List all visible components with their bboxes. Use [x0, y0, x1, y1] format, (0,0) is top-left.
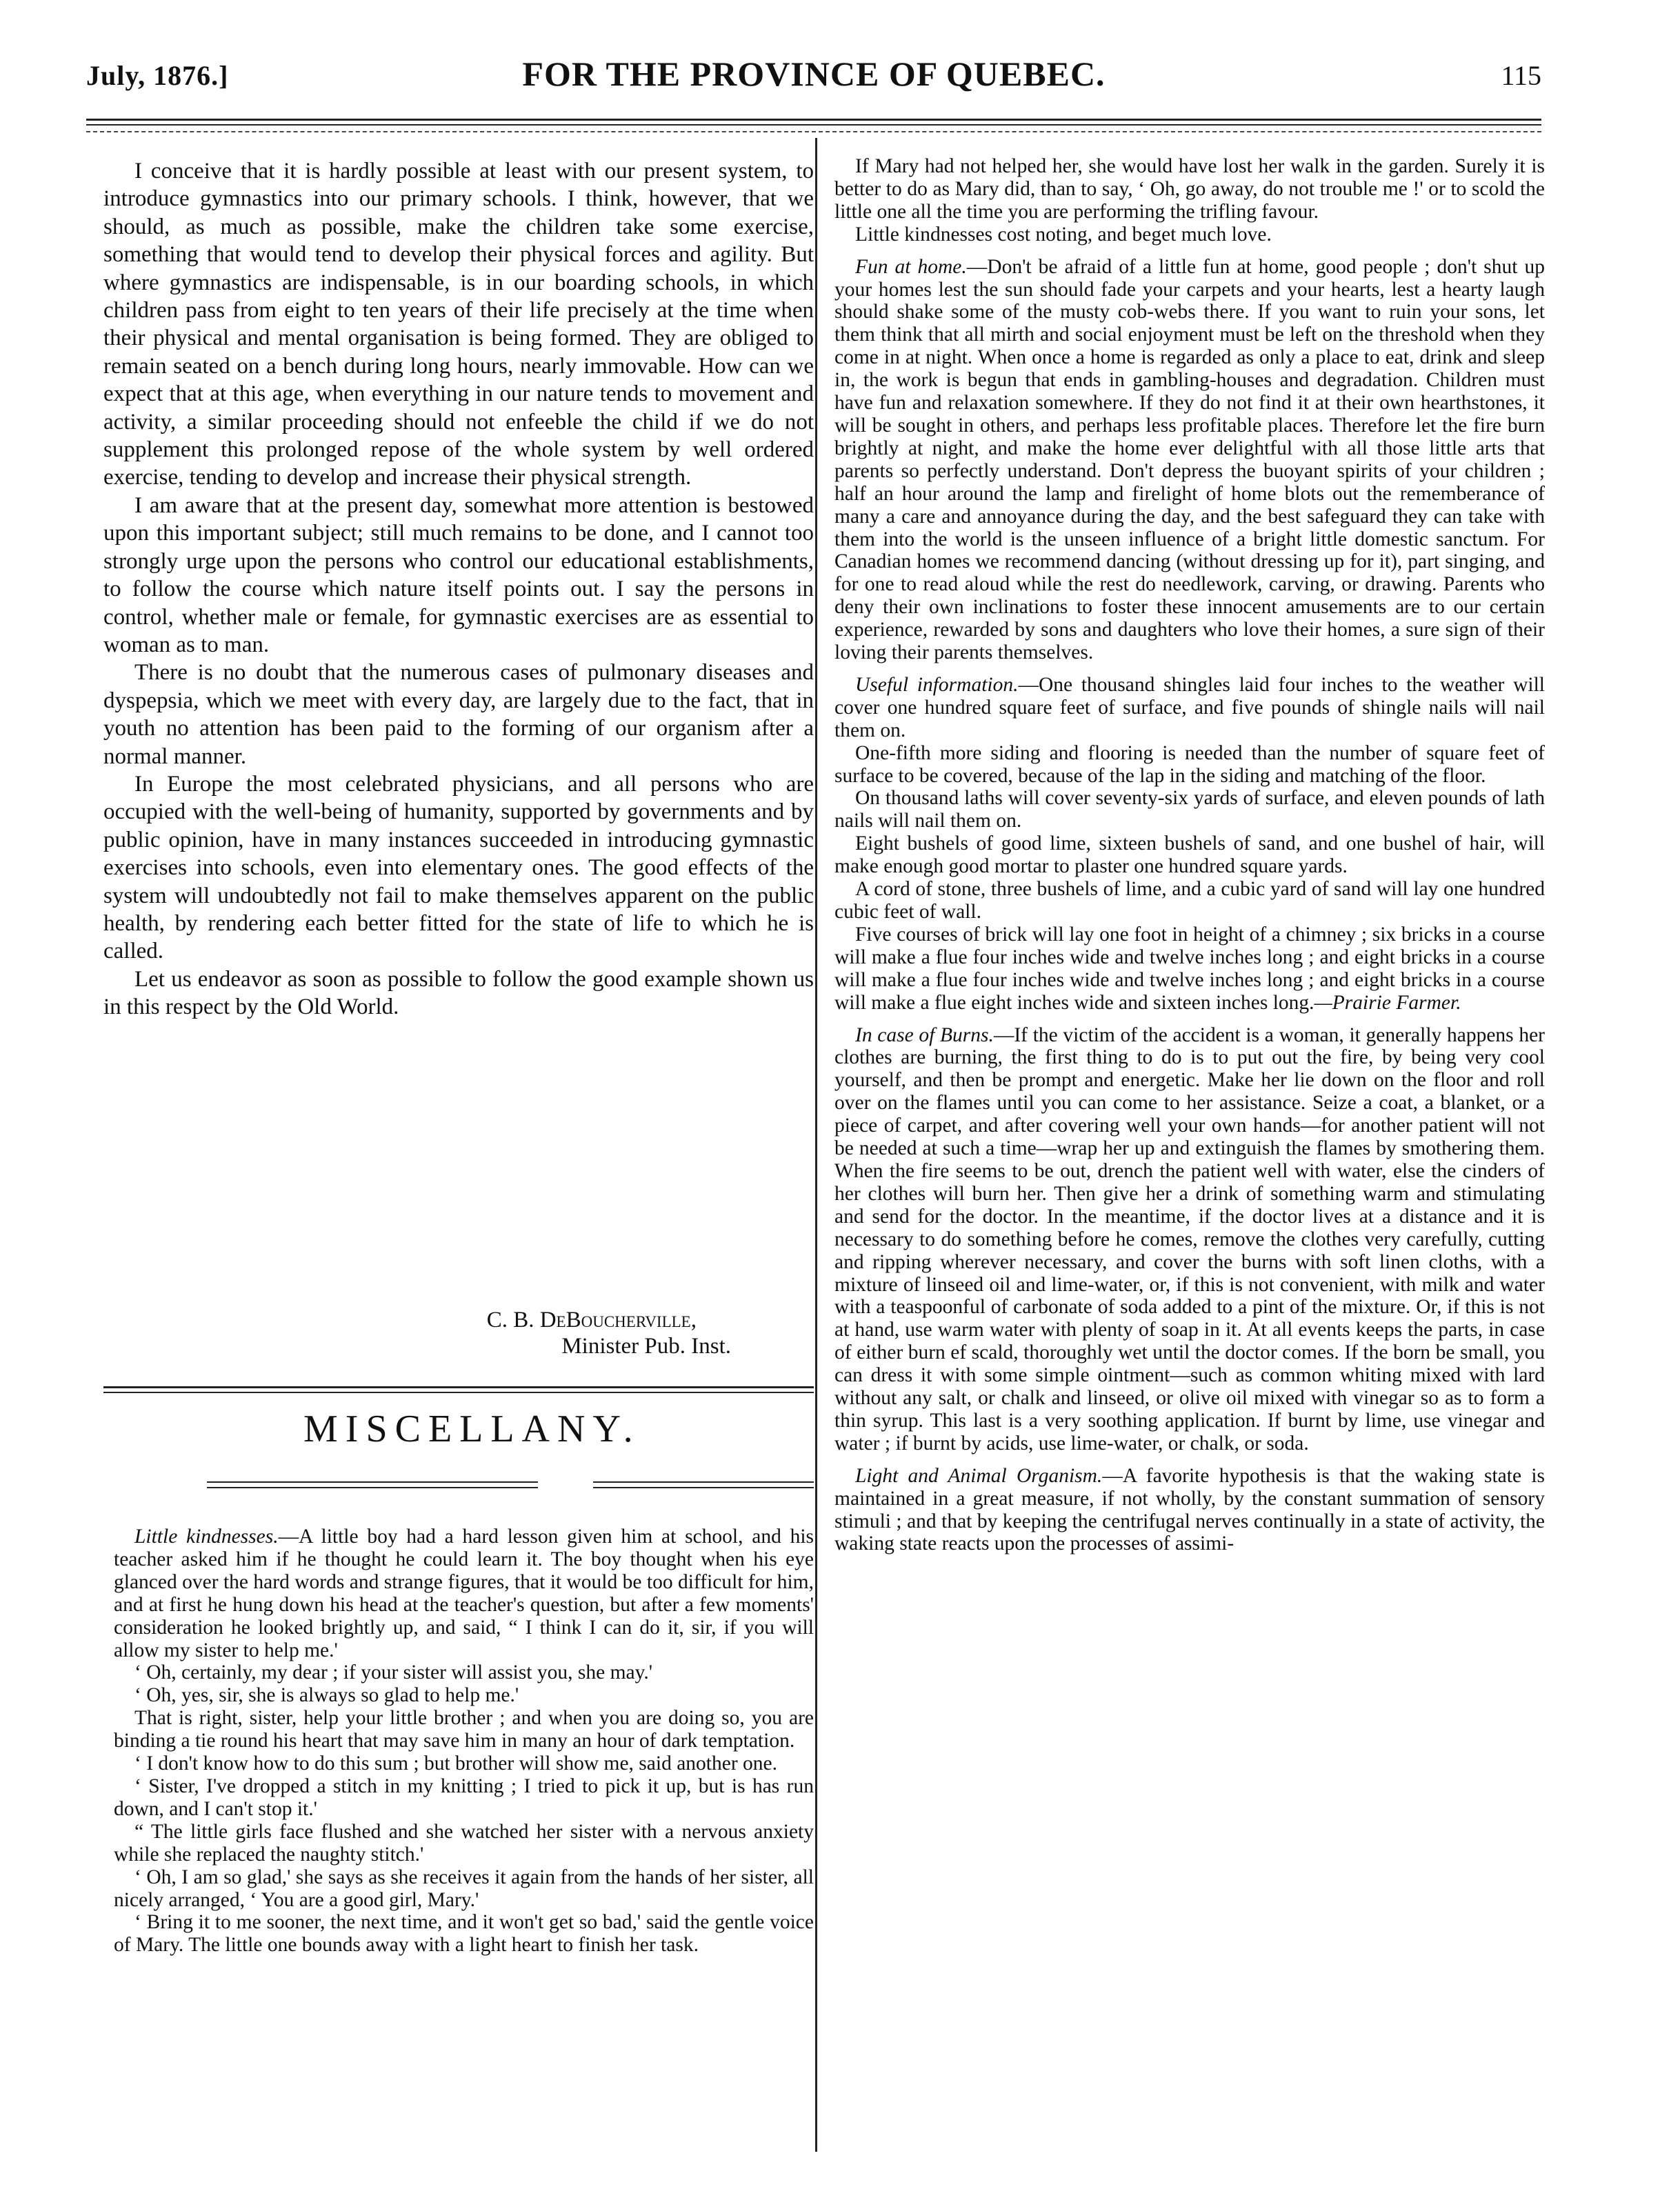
- essay-paragraph: There is no doubt that the numerous cases of pulmonary diseases and dyspepsia, which we meet with every day, are largely due to the fact, that in youth no attention has been paid to the forming of our organism after a normal manner.: [103, 660, 814, 769]
- issue-date: July, 1876.]: [86, 60, 229, 91]
- article-paragraph: On thousand laths will cover seventy-six yards of surface, and eleven pounds of lath nails will nail them on.: [834, 787, 1545, 832]
- essay-paragraph: I conceive that it is hardly possible at least with our present system, to introduce gymnastics into our primary schools. I think, however, that we should, as much as possible, make the children take some exercise, something that would tend to develop their physical forces and agility. But where gymnastics are indispensable, is in our boarding schools, in which children pass from eight to ten years of their life precisely at the time when their physical and mental organisation is being formed. They are obliged to remain seated on a bench during long hours, nearly immovable. How can we expect that at this age, when everything in our nature tends to movement and activity, a similar proceeding should not enfeeble the child if we do not supplement this prolonged repose of the whole system by well ordered exercise, tending to develop and increase their physical strength.: [103, 159, 814, 490]
- little-kindnesses-article: [114, 1526, 814, 1957]
- article-paragraph: Little kindnesses cost noting, and beget much love.: [855, 223, 1272, 246]
- source-credit: —Prairie Farmer.: [1314, 991, 1461, 1014]
- article-paragraph: That is right, sister, help your little brother ; and when you are doing so, you are binding a tie round his heart that may save him in many an hour of dark temptation.: [114, 1707, 814, 1752]
- article-title: In case of Burns.: [855, 1023, 994, 1046]
- article-title: Light and Animal Organism.: [855, 1464, 1103, 1487]
- heading-rule: [593, 1487, 814, 1488]
- column-divider: [815, 138, 817, 2152]
- miscellany-heading: MISCELLANY.: [303, 1408, 641, 1450]
- article-title: Fun at home.: [855, 255, 967, 278]
- essay-paragraph: I am aware that at the present day, somewhat more attention is bestowed upon this important subject; still much remains to be done, and I cannot too strongly urge upon the persons who control our educational establishments, to follow the course which nature itself points out. I say the persons in control, whether male or female, for gymnastic exercises are as essential to woman as to man.: [103, 492, 814, 657]
- article-paragraph: One-fifth more siding and flooring is needed than the number of square feet of surface to be covered, because of the lap in the siding and matching of the floor.: [834, 741, 1545, 787]
- useful-information-article: Useful information.—One thousand shingles laid four inches to the weather will cover one hundred square feet of surface, and five pounds of shingle nails will nail them on.: [834, 673, 1546, 741]
- signature-title: Minister Pub. Inst.: [561, 1334, 731, 1359]
- section-rule: [103, 1386, 814, 1388]
- article-paragraph: Little kindnesses.—A little boy had a hard lesson given him at school, and his teacher asked him if he thought he could learn it. The boy thought when his eye glanced over the hard words and strange figures, that it would be too difficult for him, and at first he hung down his head at the teacher's question, but after a few moments' consideration he looked brightly up, and said, “ I think I can do it, sir, if you will allow my sister to help me.': [114, 1526, 814, 1661]
- article-paragraph: If Mary had not helped her, she would have lost her walk in the garden. Surely it is better to do as Mary did, than to say, ‘ Oh, go away, do not trouble me !' or to scold the little one all the time you are performing the trifling favour.: [834, 155, 1545, 223]
- article-paragraph: Five courses of brick will lay one foot in height of a chimney ; six bricks in a course will make a flue four inches wide and twelve inches long ; and eight bricks in a course will make a flue four inches wide and twelve inches long ; and eight bricks in a course will make a flue eight inches wide and sixteen inches long.—Prairie Farmer.: [834, 923, 1545, 1014]
- light-article: Light and Animal Organism.—A favorite hypothesis is that the waking state is maintained in a great measure, if not wholly, by the constant summation of sensory stimuli ; and that by keeping the centrifugal nerves continually in a state of activity, the waking state reacts upon the processes of assimi-: [834, 1464, 1545, 1555]
- essay-paragraph: Let us endeavor as soon as possible to follow the good example shown us in this respect by the Old World.: [103, 966, 814, 1020]
- gymnastics-essay: [103, 157, 814, 1021]
- signature-name: C. B. DeBoucherville,: [486, 1308, 697, 1332]
- article-title: Useful information.: [855, 673, 1019, 696]
- section-rule: [103, 1392, 814, 1393]
- header-rule: [86, 124, 1541, 126]
- article-paragraph: ‘ Sister, I've dropped a stitch in my knitting ; I tried to pick it up, but is has run down, and I can't stop it.': [114, 1775, 814, 1820]
- heading-rule: [593, 1481, 814, 1483]
- article-paragraph: ‘ Bring it to me sooner, the next time, and it won't get so bad,' said the gentle voice of Mary. The little one bounds away with a light heart to finish her task.: [114, 1911, 814, 1957]
- article-paragraph: Eight bushels of good lime, sixteen bushels of sand, and one bushel of hair, will make enough good mortar to plaster one hundred square yards.: [834, 832, 1545, 878]
- article-paragraph: ‘ I don't know how to do this sum ; but brother will show me, said another one.: [134, 1752, 778, 1775]
- article-paragraph: ‘ Oh, I am so glad,' she says as she receives it again from the hands of her sister, all nicely arranged, ‘ You are a good girl, Mary.': [114, 1866, 814, 1911]
- burns-article: In case of Burns.—If the victim of the accident is a woman, it generally happens her clothes are burning, the first thing to do is to put out the fire, by being very cool yourself, and then be prompt and energetic. Make her lie down on the floor and roll over on the flames until you can come to her assistance. Seize a coat, a blanket, or a piece of carpet, and after covering well your own hands—for another patient will not be needed at such a time—wrap her up and extinguish the flames by smothering them. When the fire seems to be out, drench the patient well with water, else the cinders of her clothes will burn her. Then give her a drink of something warm and stimulating and send for the doctor. In the meantime, if the doctor lives at a distance and it is necessary to do something before he comes, remove the clothes very carefully, cutting and ripping wherever necessary, and cover the burns with soft linen cloths, with a mixture of linseed oil and lime-water, or, if this is not convenient, with milk and water with a teaspoonful of carbonate of soda added to a pint of the mixture. Or, if this is not at hand, use warm water with plenty of soap in it. At all events keeps the parts, in case of either burn ef scald, thoroughly wet until the doctor comes. If the born be small, you can dress it with some simple ointment—such as common whiting mixed with lard without any salt, or chalk and linseed, or olive oil mixed with vinegar so as to form a thin syrup. This last is a very soothing application. If burnt by lime, use vinegar and water ; if burnt by acids, use lime-water, or chalk, or soda.: [834, 1023, 1546, 1455]
- heading-rule: [207, 1487, 538, 1488]
- heading-rule: [207, 1481, 538, 1483]
- essay-paragraph: In Europe the most celebrated physicians, and all persons who are occupied with the well-being of humanity, supported by governments and by public opinion, have in many instances succeeded in introducing gymnastic exercises into schools, even into elementary ones. The good effects of the system will undoubtedly not fail to make themselves apparent on the public health, by rendering each better fitted for the state of life to which he is called.: [103, 771, 814, 964]
- fun-at-home-article: Fun at home.—Don't be afraid of a little fun at home, good people ; don't shut up your homes lest the sun should fade your carpets and your hearts, lest a hearty laugh should shake some of the musty cob-webs there. If you want to ruin your sons, let them think that all mirth and social enjoyment must be left on the threshold when they come in at night. When once a home is regarded as only a place to eat, drink and sleep in, the work is begun that ends in gambling-houses and degradation. Children must have fun and relaxation somewhere. If they do not find it at their own hearthstones, it will be sought in others, and perhaps less profitable places. Therefore let the fire burn brightly at night, and make the home ever delightful with all those little arts that parents so perfectly understand. Don't depress the buoyant spirits of your children ; half an hour around the lamp and firelight of home blots out the rememberance of many a care and annoyance during the day, and the best safeguard they can take with them into the world is the unseen influence of a bright little domestic sanctum. For Canadian homes we recommend dancing (without dressing up for it), part singing, and for one to read aloud while the rest do needlework, carving, or drawing. Parents who deny their own inclinations to foster these innocent amusements are to our certain experience, rewarded by sons and daughters who love their homes, a sure sign of their loving their parents themselves.: [834, 255, 1545, 664]
- article-paragraph: ‘ Oh, certainly, my dear ; if your sister will assist you, she may.': [134, 1661, 653, 1684]
- page-header: [86, 54, 1541, 109]
- running-title: FOR THE PROVINCE OF QUEBEC.: [522, 54, 1106, 93]
- article-title: Little kindnesses.: [134, 1526, 279, 1548]
- article-paragraph: A cord of stone, three bushels of lime, and a cubic yard of sand will lay one hundred cubic feet of wall.: [834, 878, 1545, 923]
- article-paragraph: ‘ Oh, yes, sir, she is always so glad to help me.': [134, 1684, 519, 1707]
- header-rule: [86, 131, 1541, 132]
- page-number: 115: [1501, 60, 1541, 91]
- header-rule: [86, 119, 1541, 121]
- article-paragraph: “ The little girls face flushed and she watched her sister with a nervous anxiety while she replaced the naughty stitch.': [114, 1820, 814, 1866]
- right-column: [834, 155, 1545, 1555]
